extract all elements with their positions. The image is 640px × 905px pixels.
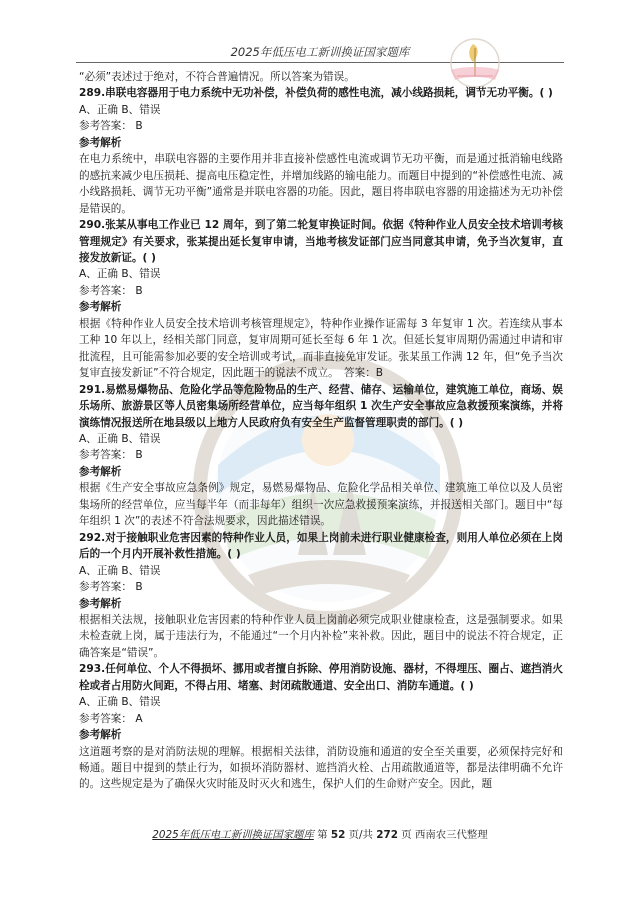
footer-organizer: 西南农三代整理: [414, 829, 488, 841]
body-text: 这道题考察的是对消防法规的理解。根据相关法律，消防设施和通道的安全至关重要，必须保持完好和畅通。题目中提到的禁止行为，如损坏消防器材、遮挡消火栓、占用疏散通道等，都是法律明确不允许的。这些规定是为了确保火灾时能及时灭火和逃生，保护人们的生命财产安全。因此，题: [79, 745, 563, 791]
body-text: 参考答案： B: [79, 449, 143, 462]
body-text: “必须”表述过于绝对，不符合普遍情况。所以答案为错误。: [79, 71, 355, 83]
body-text: 根据《特种作业人员安全技术培训考核管理规定》，特种作业操作证需每 3 年复审 1 次。若连续从事本工种 10 年以上，经相关部门同意，复审周期可延长至每 6 年 1 次。但延长复审周期仍需通过申请和审批流程，且可能需参加必要的安全培训或考试，而非直接免审发证。张某虽工作满 12 年，但“免予当次复审直接发新证”不符合规定，因此题干的说法不成立。 答案：B: [79, 317, 563, 380]
question-stem: 289.串联电容器用于电力系统中无功补偿，补偿负荷的感性电流，减小线路损耗，调节无功平衡。( ): [79, 87, 553, 100]
explanation-heading: 参考解析: [79, 301, 122, 314]
question-stem: 290.张某从事电工作业已 12 周年，到了第二轮复审换证时间。依据《特种作业人员安全技术培训考核管理规定》有关要求，张某提出延长复审申请，当地考核发证部门应当同意其申请，免予当次复审，直接发放新证。( ): [79, 219, 563, 264]
explanation-heading: 参考解析: [79, 597, 122, 610]
question-stem: 293.任何单位、个人不得损坏、挪用或者擅自拆除、停用消防设施、器材，不得埋压、圈占、遮挡消火栓或者占用防火间距，不得占用、堵塞、封闭疏散通道、安全出口、消防车通道。( ): [79, 663, 563, 692]
body-text: 根据《生产安全事故应急条例》规定，易燃易爆物品、危险化学品相关单位、建筑施工单位以及人员密集场所的经营单位，应当每半年（而非每年）组织一次应急救援预案演练，并报送相关部门。题目中“每年组织 1 次”的表述不符合法规要求，因此描述错误。: [79, 482, 563, 528]
body-text: 参考答案： A: [79, 712, 143, 725]
explanation-heading: 参考解析: [79, 465, 122, 478]
page-body: [79, 69, 563, 793]
footer-page-prefix: 第: [317, 829, 328, 841]
footer-page-mid: 页/共: [348, 829, 373, 841]
question-stem: 291.易燃易爆物品、危险化学品等危险物品的生产、经营、储存、运输单位，建筑施工单位，商场、娱乐场所、旅游景区等人员密集场所经营单位，应当每年组织 1 次生产安全事故应急救援预案演练，并将演练情况报送所在地县级以上地方人民政府负有安全生产监督管理职责的部门。( ): [79, 383, 563, 429]
body-text: A、正确 B、错误: [79, 268, 161, 281]
body-text: 参考答案： B: [79, 120, 143, 133]
body-text: A、正确 B、错误: [79, 432, 161, 445]
footer-book-title: 2025年低压电工新训换证国家题库: [152, 829, 314, 841]
footer-total-pages: 272: [376, 829, 398, 841]
body-text: 参考答案： B: [79, 284, 143, 297]
body-text: 参考答案： B: [79, 581, 143, 594]
question-stem: 292.对于接触职业危害因素的特种作业人员，如果上岗前未进行职业健康检查，则用人单位必须在上岗后的一个月内开展补救性措施。( ): [79, 531, 563, 561]
footer-page-number: 52: [330, 829, 346, 841]
explanation-heading: 参考解析: [79, 136, 122, 149]
body-text: A、正确 B、错误: [79, 564, 161, 577]
page-header-title: 2025年低压电工新训换证国家题库: [230, 45, 410, 59]
footer-page-suffix: 页: [401, 829, 412, 841]
body-text: A、正确 B、错误: [79, 103, 161, 116]
body-text: A、正确 B、错误: [79, 696, 161, 709]
explanation-heading: 参考解析: [79, 729, 122, 742]
body-text: 根据相关法规，接触职业危害因素的特种作业人员上岗前必须完成职业健康检查，这是强制要求。如果未检查就上岗，属于违法行为，不能通过“一个月内补检”来补救。因此，题目中的说法不符合规定，正确答案是“错误”。: [79, 613, 563, 659]
body-text: 在电力系统中，串联电容器的主要作用并非直接补偿感性电流或调节无功平衡，而是通过抵消输电线路的感抗来减少电压损耗、提高电压稳定性，并增加线路的输电能力。而题目中提到的“补偿感性电流、减小线路损耗、调节无功平衡”通常是并联电容器的功能。因此，题目将串联电容器的用途描述为无功补偿是错误的。: [79, 153, 563, 215]
page-footer: [0, 826, 640, 841]
